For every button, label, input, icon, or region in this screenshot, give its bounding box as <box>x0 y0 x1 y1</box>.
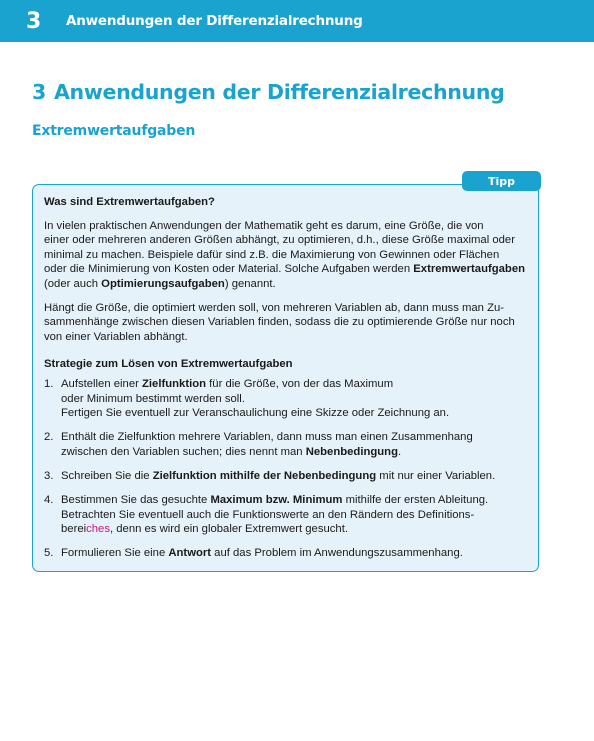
step-line: Fertigen Sie eventuell zur Veranschaulichung eine Skizze oder Zeichnung an. <box>61 407 450 420</box>
step-line: Betrachten Sie eventuell auch die Funktionswerte an den Rändern des Definitions- <box>61 508 475 521</box>
page-title-text: Anwendungen der Differenzialrechnung <box>53 80 505 104</box>
text-line: einer oder mehreren anderen Größen abhängt, zu optimieren, d.h., diese Größe maximal oder <box>44 234 515 247</box>
text-line: Hängt die Größe, die optimiert werden soll, von mehreren Variablen ab, dann muss man Zu- <box>44 301 505 314</box>
chapter-number: 3 <box>26 8 42 34</box>
bold-term: Zielfunktion <box>142 377 207 390</box>
bold-term: Antwort <box>168 547 212 560</box>
text-line: von einer Variablen abhängt. <box>44 330 188 343</box>
text-line: In vielen praktischen Anwendungen der Mathematik geht es darum, eine Größe, die von <box>44 219 484 232</box>
chapter-header-bar <box>0 0 594 42</box>
step-item <box>44 430 528 459</box>
bold-term: Optimierungsaufgaben <box>101 277 225 290</box>
step-item <box>44 546 528 561</box>
bold-term: Maximum bzw. Minimum <box>210 494 343 506</box>
step-line: Bestimmen Sie das gesuchte Maximum bzw. Minimum mithilfe der ersten Ableitung. <box>61 494 489 506</box>
page-title-number: 3 <box>32 80 46 104</box>
step-line: Schreiben Sie die Zielfunktion mithilfe der Nebenbedingung mit nur einer Variablen. <box>61 469 496 482</box>
step-number: 3. <box>44 469 54 482</box>
bold-term: Zielfunktion mithilfe der Nebenbedingung <box>152 469 377 482</box>
tip-paragraph-2 <box>44 301 528 345</box>
step-item <box>44 377 528 421</box>
step-number: 1. <box>44 377 54 390</box>
step-line: bereiches, denn es wird ein globaler Extremwert gesucht. <box>61 523 348 536</box>
tip-paragraph-1 <box>44 219 528 292</box>
tip-label: Tipp <box>462 171 541 191</box>
tip-box <box>32 184 539 572</box>
text-line: oder die Minimierung von Kosten oder Material. Solche Aufgaben werden <box>44 263 414 276</box>
text-line: sammenhänge zwischen diesen Variablen finden, sodass die zu optimierende Größe nur noch <box>44 316 515 329</box>
text-line: (oder auch <box>44 277 102 290</box>
step-line: oder Minimum bestimmt werden soll. <box>61 392 245 405</box>
strategy-steps <box>44 377 528 561</box>
chapter-title: Anwendungen der Differenzialrechnung <box>66 13 363 29</box>
text-line: minimal zu machen. Beispiele dafür sind z.B. die Maximierung von Gewinnen oder Flächen <box>44 248 500 261</box>
step-line: Enthält die Zielfunktion mehrere Variablen, dann muss man einen Zusammenhang <box>61 431 473 444</box>
section-title: Extremwertaufgaben <box>32 123 196 139</box>
step-number: 5. <box>44 547 54 560</box>
page-title <box>32 80 505 104</box>
step-number: 4. <box>44 494 54 506</box>
bold-term: Nebenbedingung <box>305 445 398 458</box>
step-number: 2. <box>44 431 54 444</box>
text-line: ) genannt. <box>224 277 276 290</box>
step-line: zwischen den Variablen suchen; dies nennt man Nebenbedingung. <box>61 445 402 458</box>
step-item <box>44 493 528 537</box>
tip-question-title: Was sind Extremwertaufgaben? <box>44 196 215 208</box>
step-line: Formulieren Sie eine Antwort auf das Problem im Anwendungszusammenhang. <box>61 547 463 560</box>
bold-term: Extremwertaufgaben <box>413 263 526 276</box>
step-line: Aufstellen einer Zielfunktion für die Größe, von der das Maximum <box>61 377 394 390</box>
highlighted-text: ches <box>86 523 110 536</box>
step-item <box>44 469 528 484</box>
strategy-title: Strategie zum Lösen von Extremwertaufgaben <box>44 358 293 371</box>
